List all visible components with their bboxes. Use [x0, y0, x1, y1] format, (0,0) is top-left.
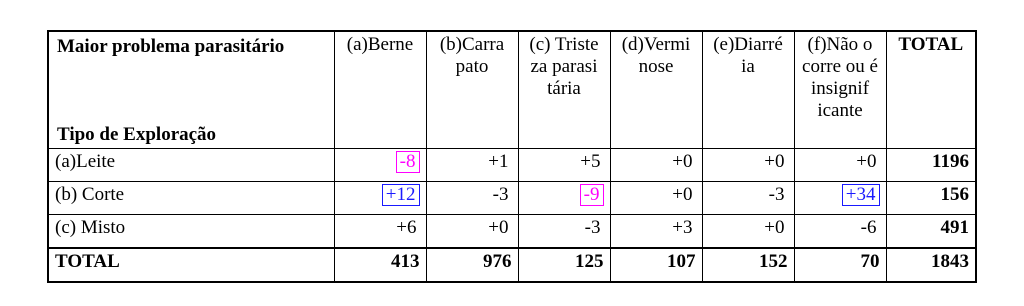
residual-value: +5: [580, 151, 601, 172]
residual-cell: [702, 182, 794, 215]
residual-cell: [518, 182, 610, 215]
table-body: [48, 149, 976, 283]
residual-value: -3: [584, 217, 601, 238]
residual-cell: [610, 149, 702, 182]
residual-value: +0: [764, 217, 785, 238]
residual-cell: [334, 182, 426, 215]
column-header: (f)Não o corre ou é insignif icante: [794, 31, 886, 149]
residual-cell: [518, 149, 610, 182]
table-row: [48, 149, 976, 182]
table-row: [48, 182, 976, 215]
residual-value: +6: [396, 217, 417, 238]
column-total: 70: [794, 248, 886, 282]
residual-cell: [794, 215, 886, 249]
column-total: 413: [334, 248, 426, 282]
column-total: 107: [610, 248, 702, 282]
residual-value: +0: [672, 151, 693, 172]
residual-value: -8: [396, 151, 420, 173]
grand-total: 1843: [886, 248, 976, 282]
residual-value: -9: [580, 184, 604, 206]
totals-row: [48, 248, 976, 282]
residual-cell: [334, 215, 426, 249]
residual-value: -3: [768, 184, 785, 205]
residual-cell: [334, 149, 426, 182]
column-header: (e)Diarré ia: [702, 31, 794, 149]
residual-cell: [702, 149, 794, 182]
column-variable-label: Maior problema parasitário: [57, 36, 285, 57]
row-total: 1196: [886, 149, 976, 182]
column-total: 125: [518, 248, 610, 282]
row-label: (a)Leite: [48, 149, 334, 182]
crosstab-table: [47, 30, 977, 283]
corner-cell: [48, 31, 334, 149]
row-total: 491: [886, 215, 976, 249]
column-total: 976: [426, 248, 518, 282]
residual-value: +12: [382, 184, 420, 206]
residual-value: +0: [856, 151, 877, 172]
residual-cell: [610, 215, 702, 249]
row-label: (b) Corte: [48, 182, 334, 215]
header-row: [48, 31, 976, 149]
total-column-header: TOTAL: [886, 31, 976, 149]
residual-value: +1: [488, 151, 509, 172]
column-header: (c) Triste za parasi tária: [518, 31, 610, 149]
row-label: (c) Misto: [48, 215, 334, 249]
residual-value: -6: [860, 217, 877, 238]
residual-value: +0: [672, 184, 693, 205]
column-header: (b)Carra pato: [426, 31, 518, 149]
residual-cell: [426, 182, 518, 215]
residual-cell: [794, 149, 886, 182]
residual-cell: [794, 182, 886, 215]
residual-value: +0: [488, 217, 509, 238]
residual-cell: [702, 215, 794, 249]
row-total: 156: [886, 182, 976, 215]
residual-value: -3: [492, 184, 509, 205]
column-header: (d)Vermi nose: [610, 31, 702, 149]
residual-value: +34: [842, 184, 880, 206]
row-variable-label: Tipo de Exploração: [57, 124, 217, 145]
residual-value: +0: [764, 151, 785, 172]
residual-cell: [518, 215, 610, 249]
residual-value: +3: [672, 217, 693, 238]
column-total: 152: [702, 248, 794, 282]
table-row: [48, 215, 976, 249]
column-header: (a)Berne: [334, 31, 426, 149]
residual-cell: [426, 215, 518, 249]
residual-cell: [426, 149, 518, 182]
residual-cell: [610, 182, 702, 215]
totals-label: TOTAL: [48, 248, 334, 282]
